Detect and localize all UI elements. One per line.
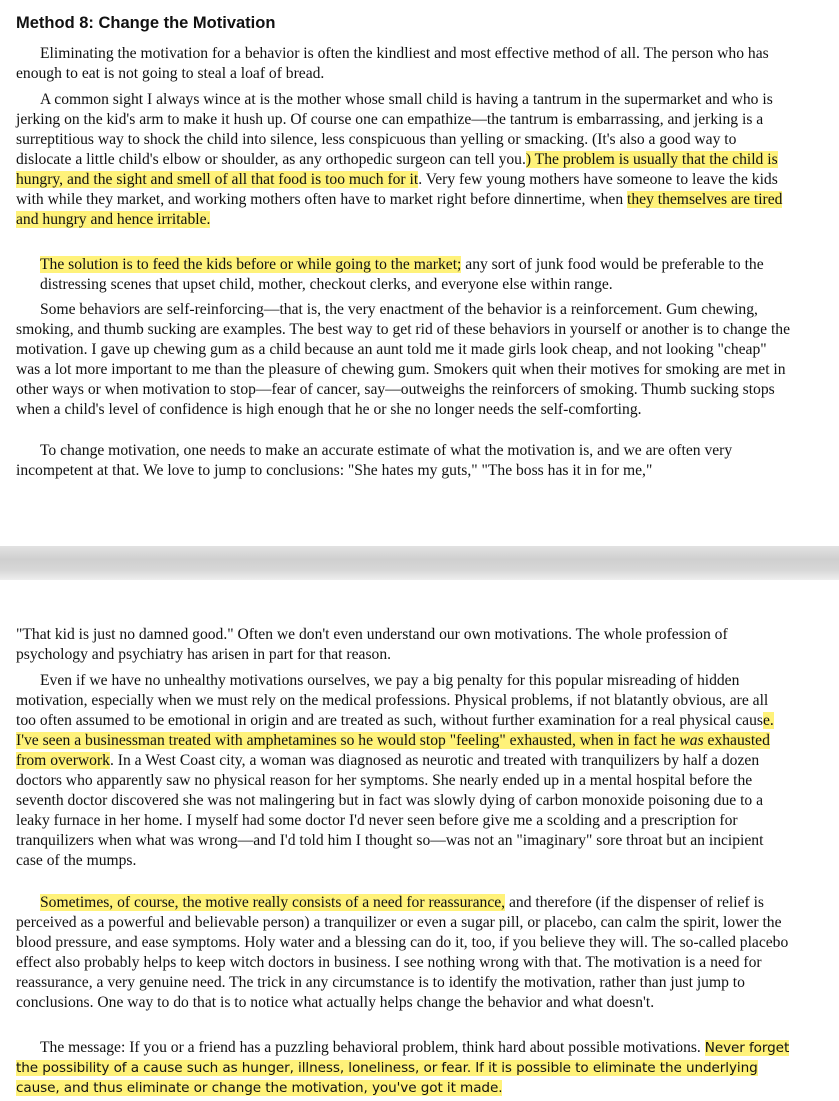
highlighted-text: e. I've seen a businessman treated with amphetamines so he would stop "feeling" exhausted, when in fact he was exhausted from overwork <box>16 712 774 769</box>
highlighted-text: The solution is to feed the kids before or while going to the market; <box>40 256 462 273</box>
paragraph: Some behaviors are self-reinforcing—that is, the very enactment of the behavior is a reinforcement. Gum chewing, smoking, and thumb sucking are examples. The best way to get rid of these behaviors in yourself or another is to change the motivation. I gave up chewing gum as a child because an aunt told me it made girls look cheap, and not looking "cheap" was a lot more important to me than the pleasure of chewing gum. Smokers quit when their motives for smoking are met in other ways or when motivation to stop—fear of cancer, say—outweighs the reinforcers of smoking. Thumb sucking stops when a child's level of confidence is high enough that he or she no longer needs the self-comforting. <box>16 301 791 418</box>
highlighted-text: ) The problem is usually that the child is hungry, and the sight and smell of all that food is too much for it <box>16 151 778 188</box>
paragraph: Even if we have no unhealthy motivations ourselves, we pay a big penalty for this popular misreading of hidden motivation, especially when we must rely on the medical professions. Physical problems, if not blatantly obvious, are all too often assumed to be emotional in origin and are treated as such, without further examination for a real physical cause. I've seen a businessman treated with amphetamines so he would stop "feeling" exhausted, when in fact he was exhausted from overwork. In a West Coast city, a woman was diagnosed as neurotic and treated with tranquilizers by half a dozen doctors who apparently saw no physical reason for her symptoms. She nearly ended up in a mental hospital before the seventh doctor discovered she was not malingering but in fact was slowly dying of carbon monoxide poisoning due to a leaky furnace in her home. I myself had some doctor I'd never seen before give me a scolding and a prescription for tranquilizers when what was wrong—and I'd told him I thought so—was not an "imaginary" sore throat but an incipient case of the mumps. <box>16 672 774 869</box>
paragraph: To change motivation, one needs to make an accurate estimate of what the motivation is, and we are often very incompetent at that. We love to jump to conclusions: "She hates my guts," "The boss has it in for me," <box>16 442 733 479</box>
paragraph: The message: If you or a friend has a puzzling behavioral problem, think hard about possible motivations. Never forget the possibility of a cause such as hunger, illness, loneliness, or fear. If it is possible to eliminate the underlying cause, and thus eliminate or change the motivation, you've got it made. <box>16 1039 790 1096</box>
document-page-2 <box>0 580 839 1101</box>
document-page-1 <box>0 0 839 546</box>
highlighted-text: Never forget the possibility of a cause such as hunger, illness, loneliness, or fear. If it is possible to eliminate the underlying cause, and thus eliminate or change the motivation, you've got it made. <box>16 1040 790 1096</box>
highlighted-text: Sometimes, of course, the motive really consists of a need for reassurance, <box>40 894 506 911</box>
paragraph: Sometimes, of course, the motive really consists of a need for reassurance, and therefore (if the dispenser of relief is perceived as a powerful and believable person) a tranquilizer or even a sugar pill, or placebo, can calm the spirit, lower the blood pressure, and ease symptoms. Holy water and a blessing can do it, too, if you believe they will. The so-called placebo effect also probably helps to keep witch doctors in business. I see nothing wrong with that. The motivation is a need for reassurance, a very genuine need. The trick in any circumstance is to identify the motivation, rather than just jump to conclusions. One way to do that is to notice what actually helps change the behavior and what doesn't. <box>16 894 789 1011</box>
paragraph: Eliminating the motivation for a behavior is often the kindliest and most effective method of all. The person who has enough to eat is not going to steal a loaf of bread. <box>16 45 769 82</box>
paragraph: "That kid is just no damned good." Often we don't even understand our own motivations. The whole profession of psychology and psychiatry has arisen in part for that reason. <box>16 626 728 663</box>
highlighted-text: they themselves are tired and hungry and hence irritable. <box>16 191 783 228</box>
paragraph: The solution is to feed the kids before or while going to the market; any sort of junk food would be preferable to the distressing scenes that upset child, mother, checkout clerks, and everyone else within range. <box>40 256 764 293</box>
page-separator <box>0 546 839 580</box>
section-heading: Method 8: Change the Motivation <box>16 14 276 32</box>
paragraph: A common sight I always wince at is the mother whose small child is having a tantrum in the supermarket and who is jerking on the kid's arm to make it hush up. Of course one can empathize—the tantrum is embarrassing, and jerking is a surreptitious way to shock the child into silence, less conspicuous than yelling or smacking. (It's also a good way to dislocate a little child's elbow or shoulder, as any orthopedic surgeon can tell you.) The problem is usually that the child is hungry, and the sight and smell of all that food is too much for it. Very few young mothers have someone to leave the kids with while they market, and working mothers often have to market right before dinnertime, when they themselves are tired and hungry and hence irritable. <box>16 91 783 228</box>
